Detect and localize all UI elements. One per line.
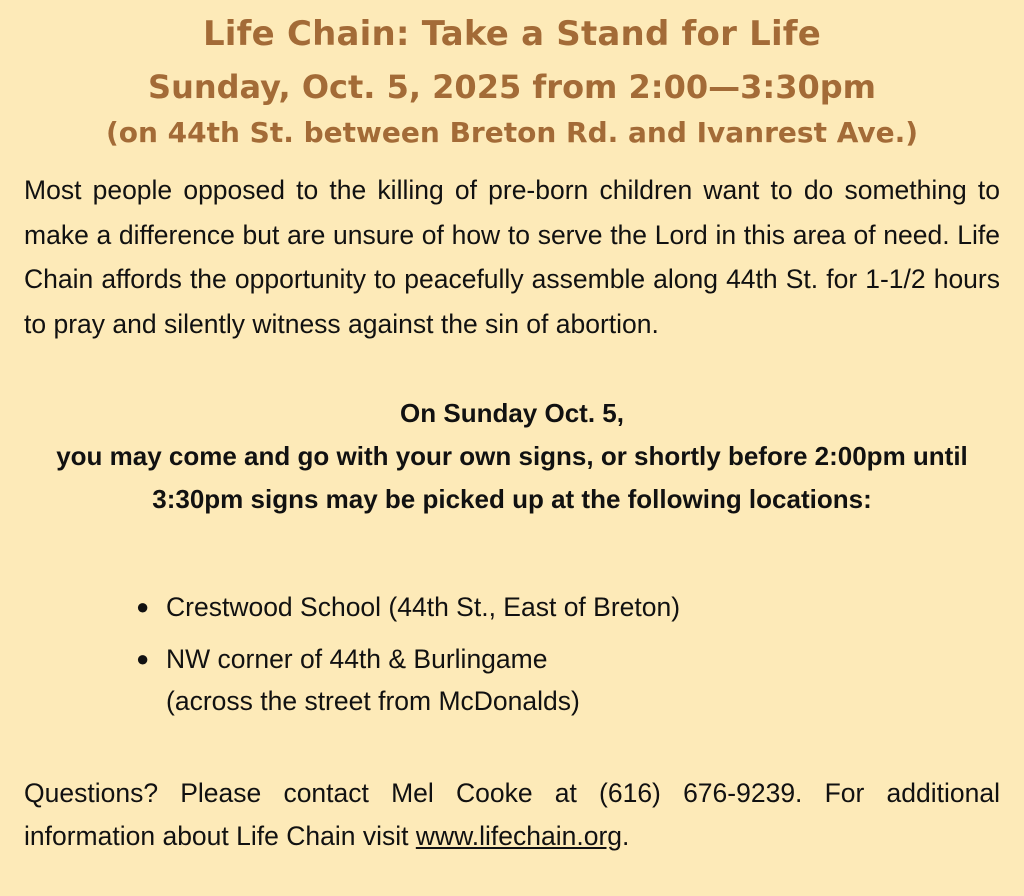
bullet-icon: ● — [136, 646, 150, 671]
event-date-time: Sunday, Oct. 5, 2025 from 2:00—3:30pm — [148, 68, 876, 106]
location-note: (across the street from McDonalds) — [166, 686, 580, 716]
event-location: (on 44th St. between Breton Rd. and Ivanrest Ave.) — [105, 116, 919, 149]
location-name: Crestwood School (44th St., East of Breton) — [166, 592, 681, 622]
callout-block — [0, 392, 1024, 521]
intro-paragraph: Most people opposed to the killing of pre-born children want to do something to make a difference but are unsure of how to serve the Lord in this area of need. Life Chain affords the opportunity to peacefully assemble along 44th St. for 1-1/2 hours to pray and silently witness against the sin of abortion. — [24, 175, 1000, 339]
bullet-icon: ● — [136, 594, 150, 619]
list-item — [136, 586, 680, 628]
lifechain-link[interactable]: www.lifechain.org — [415, 821, 623, 851]
contact-text: Questions? Please contact Mel Cooke at (616) 676-9239. For additional information about Life Chain visit — [24, 778, 1000, 851]
location-name: NW corner of 44th & Burlingame — [166, 644, 548, 674]
pickup-locations-list — [136, 586, 680, 732]
callout-date: On Sunday Oct. 5, — [400, 398, 624, 428]
list-item — [136, 638, 680, 722]
contact-paragraph — [24, 772, 1000, 858]
callout-instructions: you may come and go with your own signs, or shortly before 2:00pm until 3:30pm signs may be picked up at the following locations: — [56, 441, 968, 514]
contact-trailing: . — [622, 821, 630, 851]
event-title: Life Chain: Take a Stand for Life — [202, 14, 822, 54]
